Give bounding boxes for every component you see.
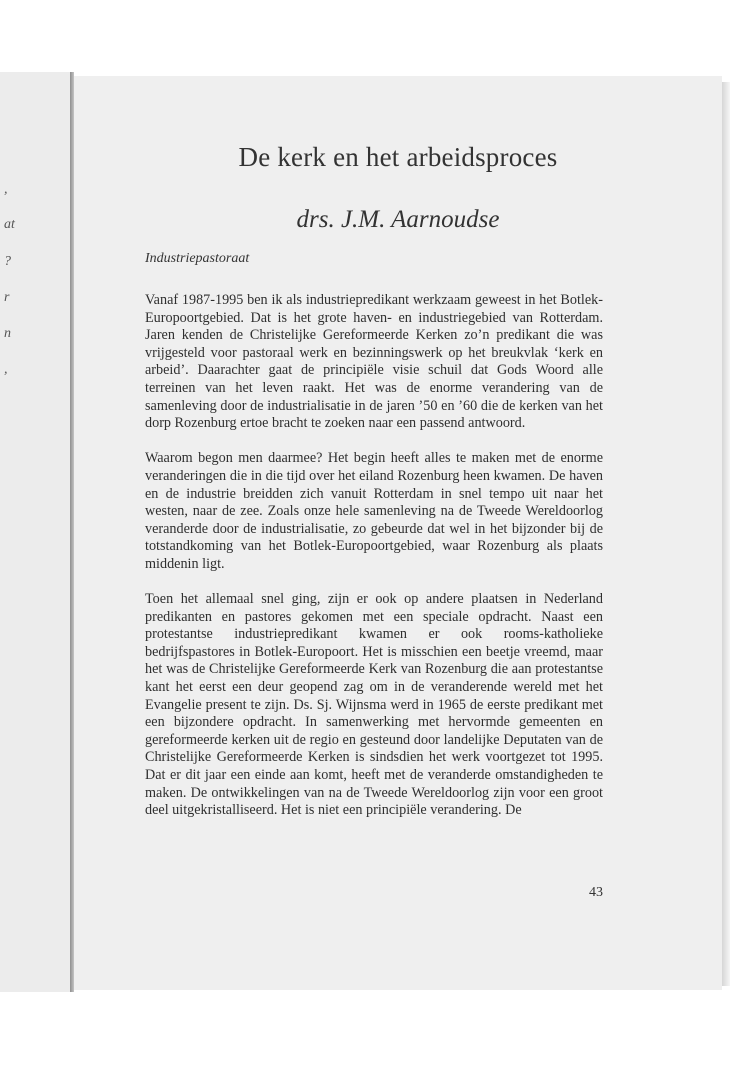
article-body: [145, 292, 603, 837]
margin-fragment: n: [4, 326, 11, 341]
margin-fragment: r: [4, 290, 10, 305]
page-right-edge: [722, 82, 730, 986]
article-author: drs. J.M. Aarnoudse: [296, 206, 500, 233]
margin-fragment: ,: [4, 362, 8, 377]
paragraph: Waarom begon men daarmee? Het begin heeft alles te maken met de enorme veranderingen die in die tijd over het eiland Rozenburg heen kwamen. De haven en de industrie breidden zich vanuit Rotterdam in snel tempo uit naar het westen, naar de zee. Zoals onze hele samenleving na de Tweede Wereldoorlog veranderde door de industrialisatie, zo gebeurde dat wel in het bijzonder bij de totstandkoming van het Botlek-Europoortgebied, waar Rozenburg als plaats middenin ligt.: [145, 450, 603, 572]
article-title: De kerk en het arbeidsproces: [238, 142, 558, 172]
margin-fragment: ?: [4, 254, 11, 269]
paragraph: Vanaf 1987-1995 ben ik als industriepredikant werkzaam geweest in het Botlek-Europoortgebied. Dat is het grote haven- en industriegebied van Rotterdam. Jaren kenden de Christelijke Gereformeerde Kerken zo’n predikant die was vrijgesteld voor pastoraal werk en bezinningswerk op het breukvlak ‘kerk en arbeid’. Daarachter gaat de principiële visie schuil dat Gods Woord alle terreinen van het leven raakt. Het was de enorme verandering van de samenleving door de industrialisatie in de jaren ’50 en ’60 die de kerken van het dorp Rozenburg ertoe bracht te zoeken naar een passend antwoord.: [145, 292, 603, 432]
previous-page-edge: [0, 72, 72, 992]
page-number: 43: [589, 885, 603, 900]
margin-fragment: at: [4, 217, 15, 232]
margin-fragment: ,: [4, 182, 8, 197]
section-heading: Industriepastoraat: [145, 251, 250, 266]
paragraph: Toen het allemaal snel ging, zijn er ook op andere plaatsen in Nederland predikanten en pastores gekomen met een speciale opdracht. Naast een protestantse industriepredikant kwamen er ook rooms-katholieke bedrijfspastores in Botlek-Europoort. Het is misschien een beetje vreemd, maar het was de Christelijke Gereformeerde Kerk van Rozenburg die aan protestantse kant het eerst een deur geopend zag om in de veranderende wereld met het Evangelie present te zijn. Ds. Sj. Wijnsma werd in 1965 de eerste predikant met een bijzondere opdracht. In samenwerking met hervormde gemeenten en gereformeerde kerken uit de regio en gesteund door landelijke Deputaten van de Christelijke Gereformeerde Kerken is sindsdien het werk voortgezet tot 1995. Dat er dit jaar een einde aan komt, heeft met de veranderde omstandigheden te maken. De ontwikkelingen van na de Tweede Wereldoorlog zijn voor een groot deel uitgekristalliseerd. Het is niet een principiële verandering. De: [145, 591, 603, 819]
